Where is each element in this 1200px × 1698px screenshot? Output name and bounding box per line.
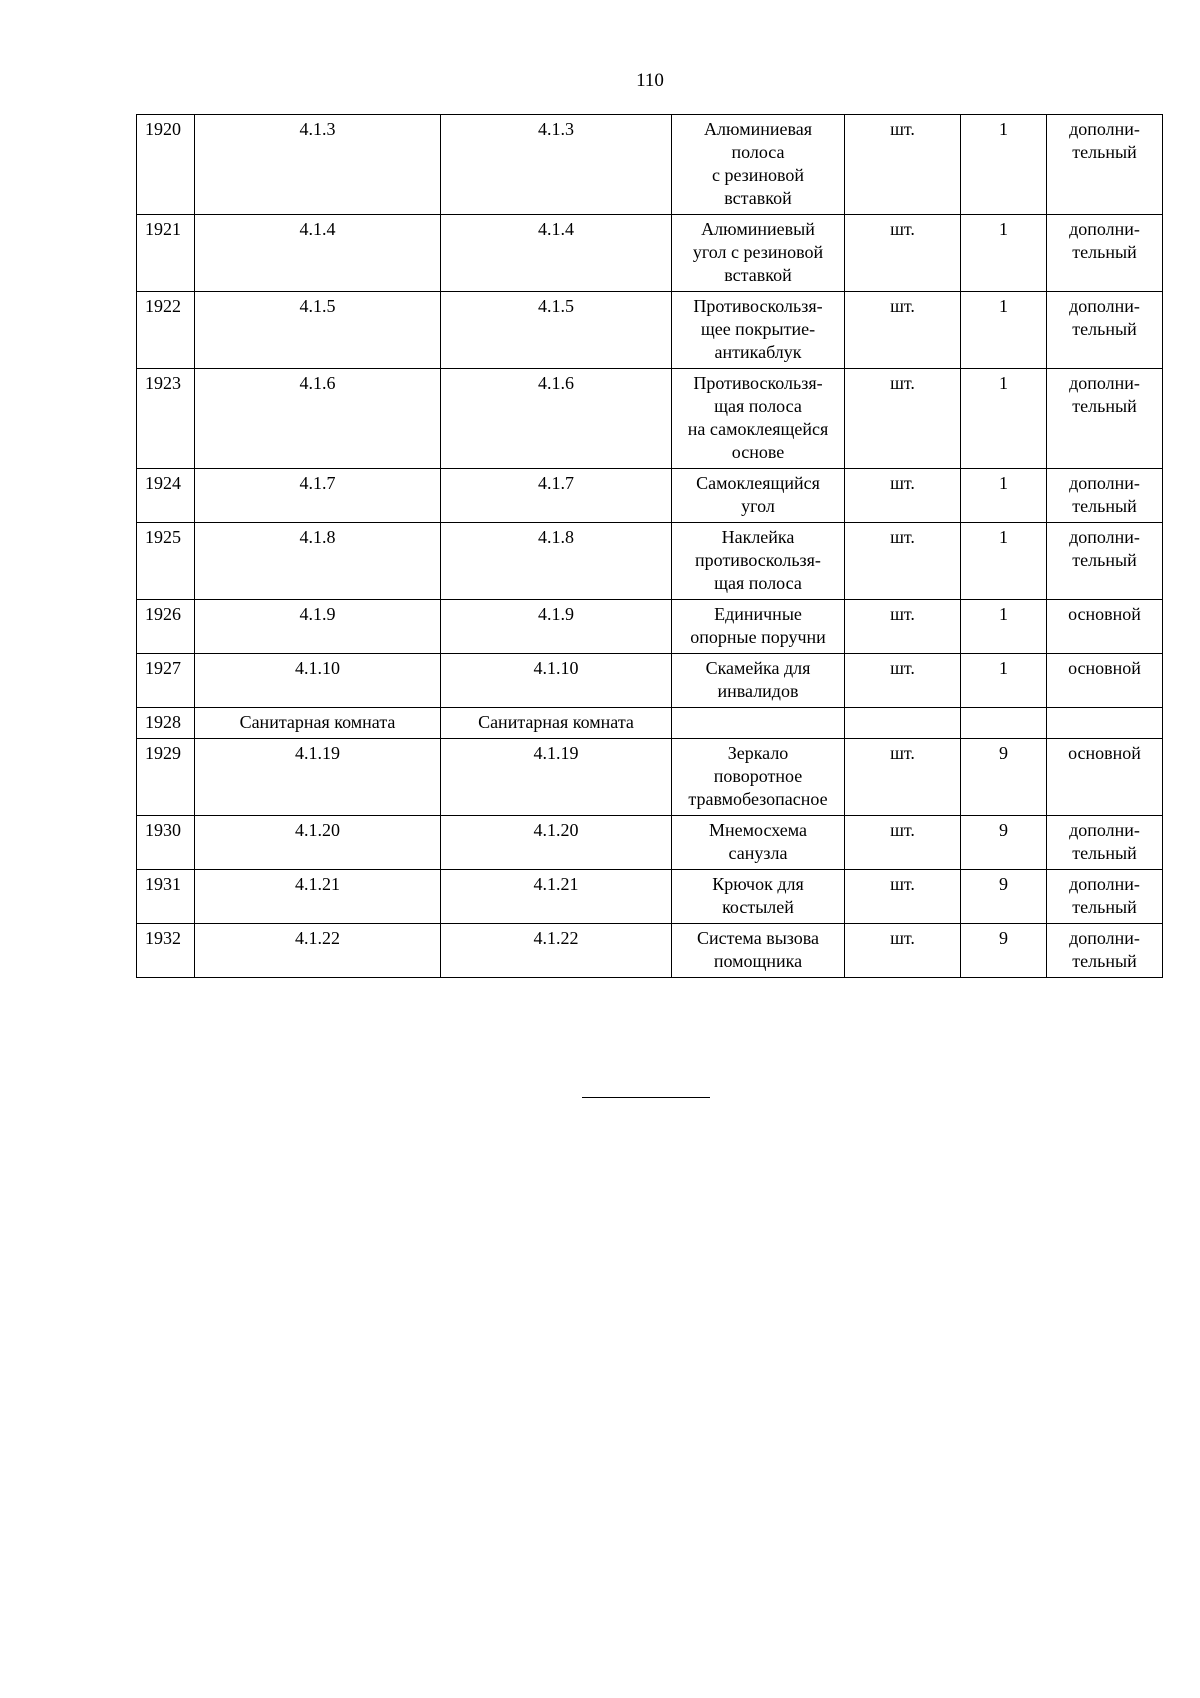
code-cell: 4.1.10 <box>195 654 441 708</box>
table-row <box>137 600 1163 654</box>
row-number-cell: 1932 <box>137 924 195 978</box>
page-number: 110 <box>636 70 664 91</box>
quantity-cell: 1 <box>961 654 1047 708</box>
item-name-cell: Алюминиевый угол с резиновой вставкой <box>672 215 845 292</box>
code-cell: 4.1.7 <box>441 469 672 523</box>
item-name-cell: Противоскользя- щая полоса на самоклеящейся основе <box>672 369 845 469</box>
row-number-cell: 1920 <box>137 115 195 215</box>
type-cell: дополни- тельный <box>1047 924 1163 978</box>
type-cell: дополни- тельный <box>1047 215 1163 292</box>
item-name-cell: Алюминиевая полоса с резиновой вставкой <box>672 115 845 215</box>
row-number-cell: 1929 <box>137 739 195 816</box>
item-name-cell: Противоскользя- щее покрытие- антикаблук <box>672 292 845 369</box>
row-number-cell: 1924 <box>137 469 195 523</box>
unit-cell: шт. <box>845 870 961 924</box>
quantity-cell: 9 <box>961 739 1047 816</box>
code-cell: 4.1.8 <box>195 523 441 600</box>
table-row <box>137 523 1163 600</box>
code-cell: 4.1.22 <box>441 924 672 978</box>
type-cell <box>1047 708 1163 739</box>
code-cell: 4.1.10 <box>441 654 672 708</box>
item-name-cell: Система вызова помощника <box>672 924 845 978</box>
table-row <box>137 469 1163 523</box>
item-name-cell: Крючок для костылей <box>672 870 845 924</box>
table-row <box>137 654 1163 708</box>
quantity-cell: 9 <box>961 924 1047 978</box>
unit-cell: шт. <box>845 215 961 292</box>
unit-cell: шт. <box>845 739 961 816</box>
type-cell: дополни- тельный <box>1047 115 1163 215</box>
unit-cell: шт. <box>845 816 961 870</box>
code-cell: 4.1.6 <box>195 369 441 469</box>
table-row <box>137 816 1163 870</box>
code-cell: 4.1.21 <box>441 870 672 924</box>
row-number-cell: 1921 <box>137 215 195 292</box>
item-name-cell: Единичные опорные поручни <box>672 600 845 654</box>
code-cell: 4.1.5 <box>195 292 441 369</box>
code-cell: 4.1.19 <box>195 739 441 816</box>
table-body <box>137 115 1163 978</box>
quantity-cell: 1 <box>961 292 1047 369</box>
item-name-cell: Скамейка для инвалидов <box>672 654 845 708</box>
end-divider <box>582 1097 710 1098</box>
code-cell: 4.1.3 <box>195 115 441 215</box>
quantity-cell: 1 <box>961 115 1047 215</box>
code-cell: 4.1.8 <box>441 523 672 600</box>
code-cell: 4.1.21 <box>195 870 441 924</box>
code-cell: 4.1.9 <box>195 600 441 654</box>
code-cell: 4.1.4 <box>441 215 672 292</box>
row-number-cell: 1931 <box>137 870 195 924</box>
code-cell: 4.1.7 <box>195 469 441 523</box>
type-cell: дополни- тельный <box>1047 292 1163 369</box>
unit-cell: шт. <box>845 924 961 978</box>
quantity-cell: 1 <box>961 369 1047 469</box>
equipment-table <box>136 114 1163 978</box>
item-name-cell: Мнемосхема санузла <box>672 816 845 870</box>
type-cell: дополни- тельный <box>1047 469 1163 523</box>
unit-cell: шт. <box>845 600 961 654</box>
type-cell: основной <box>1047 739 1163 816</box>
quantity-cell: 1 <box>961 600 1047 654</box>
row-number-cell: 1925 <box>137 523 195 600</box>
item-name-cell: Наклейка противоскользя- щая полоса <box>672 523 845 600</box>
type-cell: дополни- тельный <box>1047 816 1163 870</box>
code-cell: 4.1.19 <box>441 739 672 816</box>
type-cell: основной <box>1047 654 1163 708</box>
code-cell: Санитарная комната <box>441 708 672 739</box>
table-row <box>137 215 1163 292</box>
code-cell: 4.1.9 <box>441 600 672 654</box>
type-cell: дополни- тельный <box>1047 870 1163 924</box>
unit-cell: шт. <box>845 292 961 369</box>
code-cell: Санитарная комната <box>195 708 441 739</box>
row-number-cell: 1922 <box>137 292 195 369</box>
code-cell: 4.1.20 <box>195 816 441 870</box>
unit-cell: шт. <box>845 523 961 600</box>
row-number-cell: 1926 <box>137 600 195 654</box>
table-row <box>137 708 1163 739</box>
code-cell: 4.1.20 <box>441 816 672 870</box>
type-cell: основной <box>1047 600 1163 654</box>
item-name-cell: Самоклеящийся угол <box>672 469 845 523</box>
unit-cell <box>845 708 961 739</box>
type-cell: дополни- тельный <box>1047 523 1163 600</box>
type-cell: дополни- тельный <box>1047 369 1163 469</box>
quantity-cell: 1 <box>961 523 1047 600</box>
code-cell: 4.1.3 <box>441 115 672 215</box>
quantity-cell: 1 <box>961 215 1047 292</box>
item-name-cell <box>672 708 845 739</box>
quantity-cell: 9 <box>961 870 1047 924</box>
row-number-cell: 1930 <box>137 816 195 870</box>
row-number-cell: 1928 <box>137 708 195 739</box>
table-row <box>137 292 1163 369</box>
quantity-cell: 9 <box>961 816 1047 870</box>
row-number-cell: 1923 <box>137 369 195 469</box>
table-row <box>137 870 1163 924</box>
unit-cell: шт. <box>845 654 961 708</box>
table-row <box>137 115 1163 215</box>
table-row <box>137 924 1163 978</box>
unit-cell: шт. <box>845 115 961 215</box>
table-row <box>137 739 1163 816</box>
quantity-cell <box>961 708 1047 739</box>
unit-cell: шт. <box>845 369 961 469</box>
table-row <box>137 369 1163 469</box>
unit-cell: шт. <box>845 469 961 523</box>
code-cell: 4.1.4 <box>195 215 441 292</box>
row-number-cell: 1927 <box>137 654 195 708</box>
quantity-cell: 1 <box>961 469 1047 523</box>
item-name-cell: Зеркало поворотное травмобезопасное <box>672 739 845 816</box>
code-cell: 4.1.6 <box>441 369 672 469</box>
code-cell: 4.1.22 <box>195 924 441 978</box>
code-cell: 4.1.5 <box>441 292 672 369</box>
